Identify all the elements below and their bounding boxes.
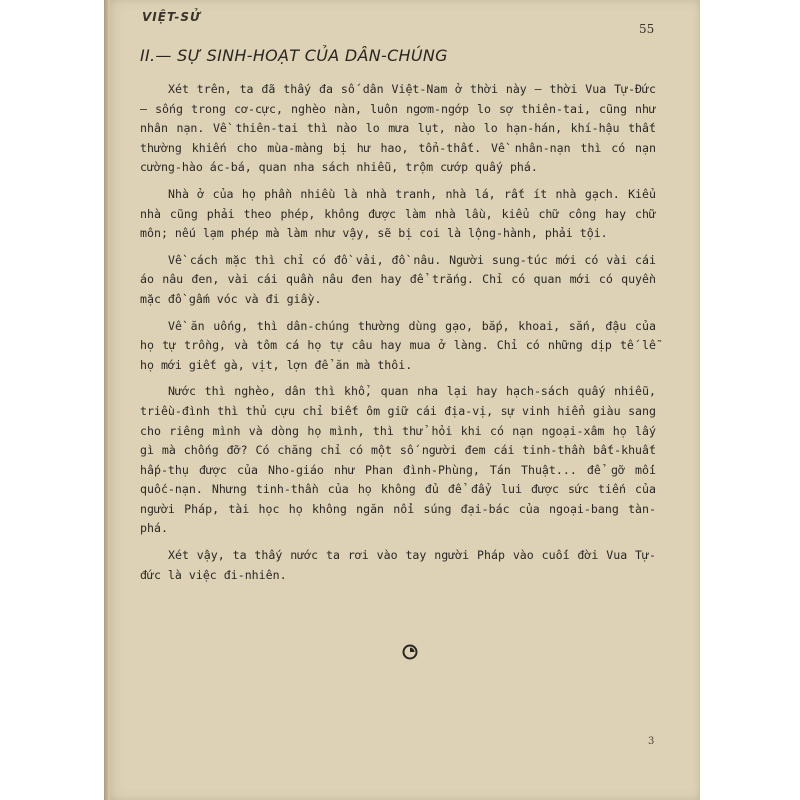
paragraph-6: Xét vậy, ta thấy nước ta rơi vào tay người Pháp vào cuối đời Vua Tự-đức là việc đi-nhiên. xyxy=(140,548,656,582)
running-head: VIỆT-SỬ xyxy=(142,10,201,24)
paragraph-2: Nhà ở của họ phần nhiều là nhà tranh, nhà lá, rất ít nhà gạch. Kiểu nhà cũng phải theo phép, không được làm nhà lầu, kiểu chữ công hay chữ môn; nếu lạm phép mà làm như vậy, sẽ bị coi là lộng-hành, phải tội. xyxy=(140,186,656,241)
body-text xyxy=(140,80,656,592)
paragraph-3: Về cách mặc thì chỉ có đồ vải, đồ nâu. Người sung-túc mới có vài cái áo nâu đen, vài cái quần nâu đen hay để trắng. Chỉ có quan mới có quyền mặc đồ gấm vóc và đi giầy. xyxy=(140,252,656,306)
page-number: 55 xyxy=(639,22,655,36)
corner-mark: 3 xyxy=(648,736,655,747)
paragraph-5: Nước thì nghèo, dân thì khổ, quan nha lại hay hạch-sách quấy nhiễu, triều-đình thì thủ cựu chỉ biết ôm giữ cái địa-vị, sự vinh hiển giàu sang cho riêng mình và dòng họ mình, thì thử hỏi khi có nạn ngoại-xâm họ lấy gì mà chống đỡ? Có chăng chỉ có một số người đem cái tinh-thần bất-khuất hấp-thụ được của Nho-giáo như Phan đình-Phùng, Tán Thuật... để gỡ mối quốc-nạn. Nhưng tinh-thần của họ không đủ để đẩy lui được sức tiến của người Pháp, tài học họ không ngăn nổi súng đại-bác của ngoại-bang tàn-phá. xyxy=(140,384,656,536)
section-title: II.— SỰ SINH-HOẠT CỦA DÂN-CHÚNG xyxy=(140,46,448,65)
page-spine-shadow xyxy=(104,0,110,800)
paragraph-1: Xét trên, ta đã thấy đa số dân Việt-Nam ở thời này — thời Vua Tự-Đức — sống trong cơ-cực, nghèo nàn, luôn ngơm-ngớp lo sợ thiên-tai, cũng như nhân nạn. Về thiên-tai thì nào lo mưa lụt, nào lo hạn-hán, khí-hậu thất thường khiến cho mùa-màng bị hư hao, tổn-thất. Về nhân-nạn thì có nạn cường-hào ác-bá, quan nha sách nhiễu, trộm cướp quấy phá. xyxy=(140,82,656,175)
circle-ornament-icon xyxy=(402,644,418,660)
book-page xyxy=(104,0,700,800)
paragraph-4: Về ăn uống, thì dân-chúng thường dùng gạo, bắp, khoai, sắn, đậu của họ tự trồng, và tôm cá họ tự câu hay mua ở làng. Chỉ có những dịp tế lễ họ mới giết gà, vịt, lợn để ăn mà thôi. xyxy=(140,318,656,372)
